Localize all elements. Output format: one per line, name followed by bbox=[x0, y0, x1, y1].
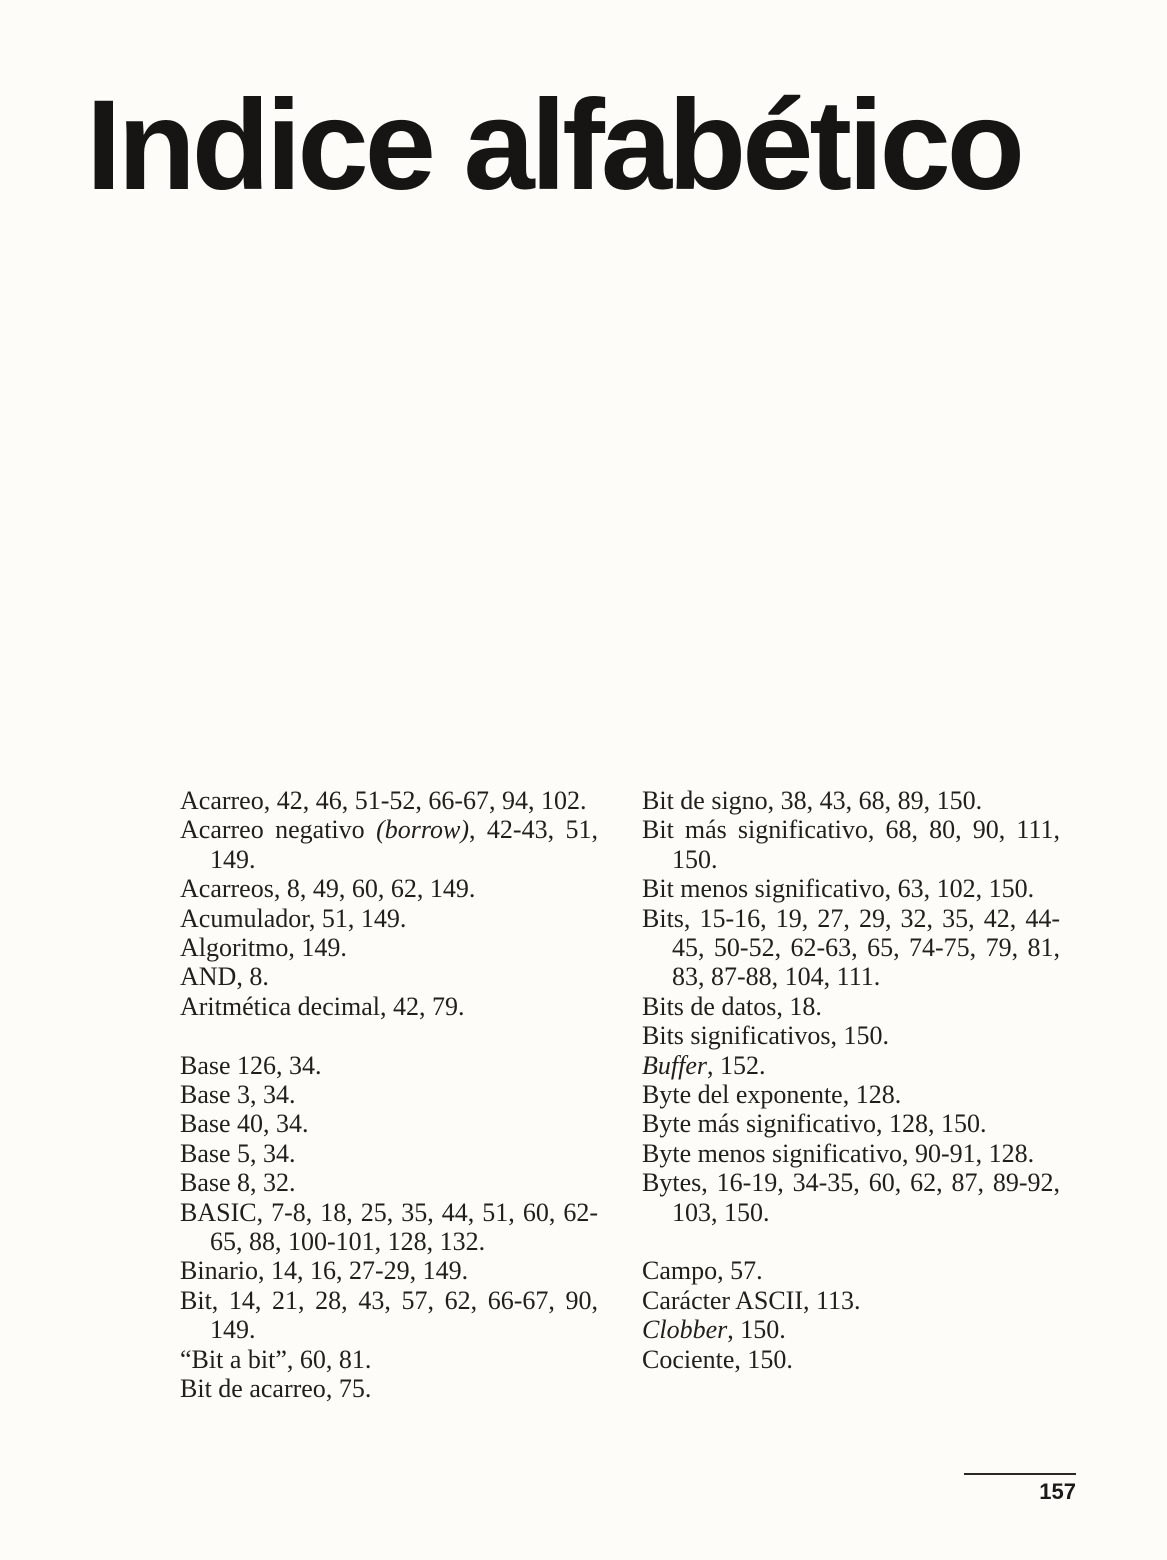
index-entry bbox=[180, 815, 598, 874]
index-entry bbox=[642, 1256, 1060, 1285]
index-pages: , 75. bbox=[325, 1374, 372, 1404]
index-term: Bits significativos bbox=[642, 1021, 831, 1051]
index-pages: , 51, 149. bbox=[308, 903, 407, 933]
index-entry bbox=[642, 874, 1060, 903]
index-term: Base 3 bbox=[180, 1080, 251, 1110]
index-term: Algoritmo bbox=[180, 933, 289, 963]
index-pages: , 90-91, 128. bbox=[901, 1138, 1035, 1168]
index-pages: , 34. bbox=[263, 1109, 309, 1139]
index-term: Bit de signo bbox=[642, 786, 768, 815]
index-term-italic: (borrow) bbox=[376, 815, 469, 845]
index-pages: , 150. bbox=[734, 1344, 793, 1374]
index-term: Base 126 bbox=[180, 1050, 277, 1080]
index-pages: , 34. bbox=[250, 1080, 296, 1110]
index-pages: , 57. bbox=[717, 1256, 763, 1286]
index-entry bbox=[642, 1080, 1060, 1109]
index-term: BASIC bbox=[180, 1197, 257, 1227]
index-pages: , 18. bbox=[776, 991, 822, 1021]
index-pages: , 34. bbox=[250, 1138, 296, 1168]
index-term: Acumulador bbox=[180, 903, 309, 933]
index-pages: , 32. bbox=[250, 1168, 296, 1198]
page-number: 157 bbox=[1039, 1479, 1076, 1504]
index-entry bbox=[180, 1374, 598, 1403]
index-pages: , 16-19, 34-35, 60, 62, 87, 89-92, 103, 150. bbox=[672, 1168, 1060, 1227]
index-entry bbox=[642, 1168, 1060, 1227]
index-entry bbox=[642, 1109, 1060, 1138]
index-pages: , 63, 102, 150. bbox=[884, 874, 1035, 904]
index-column-right bbox=[642, 786, 1060, 1374]
index-entry bbox=[180, 1345, 598, 1374]
index-entry bbox=[180, 904, 598, 933]
index-term: Bit de acarreo bbox=[180, 1374, 326, 1404]
index-term: Aritmética decimal bbox=[180, 991, 380, 1021]
index-term: Base 40 bbox=[180, 1109, 264, 1139]
index-pages: , 38, 43, 68, 89, 150. bbox=[767, 786, 983, 815]
index-entry bbox=[180, 1139, 598, 1168]
index-entry bbox=[180, 1080, 598, 1109]
index-pages: , 150. bbox=[830, 1021, 889, 1051]
index-pages: , 152. bbox=[707, 1050, 766, 1080]
index-entry bbox=[180, 786, 598, 815]
index-entry bbox=[180, 1198, 598, 1257]
index-term: Bits de datos bbox=[642, 991, 777, 1021]
index-term: Acarreo negativo bbox=[180, 815, 377, 845]
index-entry bbox=[642, 904, 1060, 992]
index-term-italic: Clobber bbox=[642, 1315, 728, 1345]
index-entry bbox=[642, 786, 1060, 815]
index-pages: , 15-16, 19, 27, 29, 32, 35, 42, 44-45, 50-52, 62-63, 65, 74-75, 79, 81, 83, 87-88, 104, 111. bbox=[672, 903, 1060, 992]
index-entry bbox=[180, 1286, 598, 1345]
index-term: Bit menos significativo bbox=[642, 874, 885, 904]
index-entry bbox=[642, 815, 1060, 874]
index-pages: , 42-43, 51, 149. bbox=[210, 815, 598, 874]
index-pages: , 42, 46, 51-52, 66-67, 94, 102. bbox=[263, 786, 587, 815]
index-term-italic: Buffer bbox=[642, 1050, 707, 1080]
index-term: Byte del exponente bbox=[642, 1080, 843, 1110]
index-pages: , 113. bbox=[803, 1285, 861, 1315]
index-entry bbox=[642, 1345, 1060, 1374]
index-pages: , 7-8, 18, 25, 35, 44, 51, 60, 62-65, 88, 100-101, 128, 132. bbox=[210, 1197, 598, 1257]
index-entry bbox=[180, 1168, 598, 1197]
index-term: Campo bbox=[642, 1256, 718, 1286]
index-pages: , 68, 80, 90, 111, 150. bbox=[672, 815, 1060, 874]
index-pages: , 149. bbox=[288, 933, 347, 963]
index-term: Byte más significativo bbox=[642, 1109, 876, 1139]
index-term: Bit más significativo bbox=[642, 815, 868, 845]
index-entry bbox=[180, 874, 598, 903]
index-pages: , 14, 21, 28, 43, 57, 62, 66-67, 90, 149. bbox=[210, 1285, 598, 1345]
section-gap bbox=[180, 1021, 598, 1050]
page-title: Indice alfabético bbox=[86, 74, 1021, 217]
index-entry bbox=[642, 1021, 1060, 1050]
index-term: Acarreo bbox=[180, 786, 264, 815]
index-term: Acarreos bbox=[180, 874, 274, 904]
index-term: Bit bbox=[180, 1285, 212, 1315]
index-entry bbox=[180, 933, 598, 962]
index-term: Carácter ASCII bbox=[642, 1285, 804, 1315]
index-term: Cociente bbox=[642, 1344, 735, 1374]
index-entry bbox=[642, 1139, 1060, 1168]
footer-rule bbox=[964, 1473, 1076, 1475]
index-pages: , 34. bbox=[276, 1050, 322, 1080]
index-pages: , 128. bbox=[842, 1080, 902, 1110]
index-term: Base 8 bbox=[180, 1168, 251, 1198]
index-entry bbox=[180, 992, 598, 1021]
index-entry bbox=[180, 1109, 598, 1138]
index-entry bbox=[180, 962, 598, 991]
index-pages: , 14, 16, 27-29, 149. bbox=[258, 1256, 469, 1286]
index-term: Bits bbox=[642, 903, 684, 933]
index-pages: , 8, 49, 60, 62, 149. bbox=[273, 874, 476, 904]
index-term: Bytes bbox=[642, 1168, 702, 1198]
index-term: Base 5 bbox=[180, 1138, 251, 1168]
index-pages: , 60, 81. bbox=[286, 1344, 372, 1374]
index-pages: , 128, 150. bbox=[875, 1109, 987, 1139]
index-pages: , 150. bbox=[727, 1315, 786, 1345]
index-entry bbox=[642, 1051, 1060, 1080]
section-gap bbox=[642, 1227, 1060, 1256]
index-entry bbox=[642, 1286, 1060, 1315]
index-pages: , 8. bbox=[236, 962, 269, 992]
index-entry bbox=[642, 1315, 1060, 1344]
index-entry bbox=[642, 992, 1060, 1021]
index-entry bbox=[180, 1051, 598, 1080]
index-term: Byte menos significativo bbox=[642, 1138, 902, 1168]
index-term: AND bbox=[180, 962, 237, 992]
index-pages: , 42, 79. bbox=[379, 991, 465, 1021]
index-term: “Bit a bit” bbox=[180, 1344, 287, 1374]
index-entry bbox=[180, 1256, 598, 1285]
index-term: Binario bbox=[180, 1256, 258, 1286]
index-column-left bbox=[180, 786, 598, 1404]
